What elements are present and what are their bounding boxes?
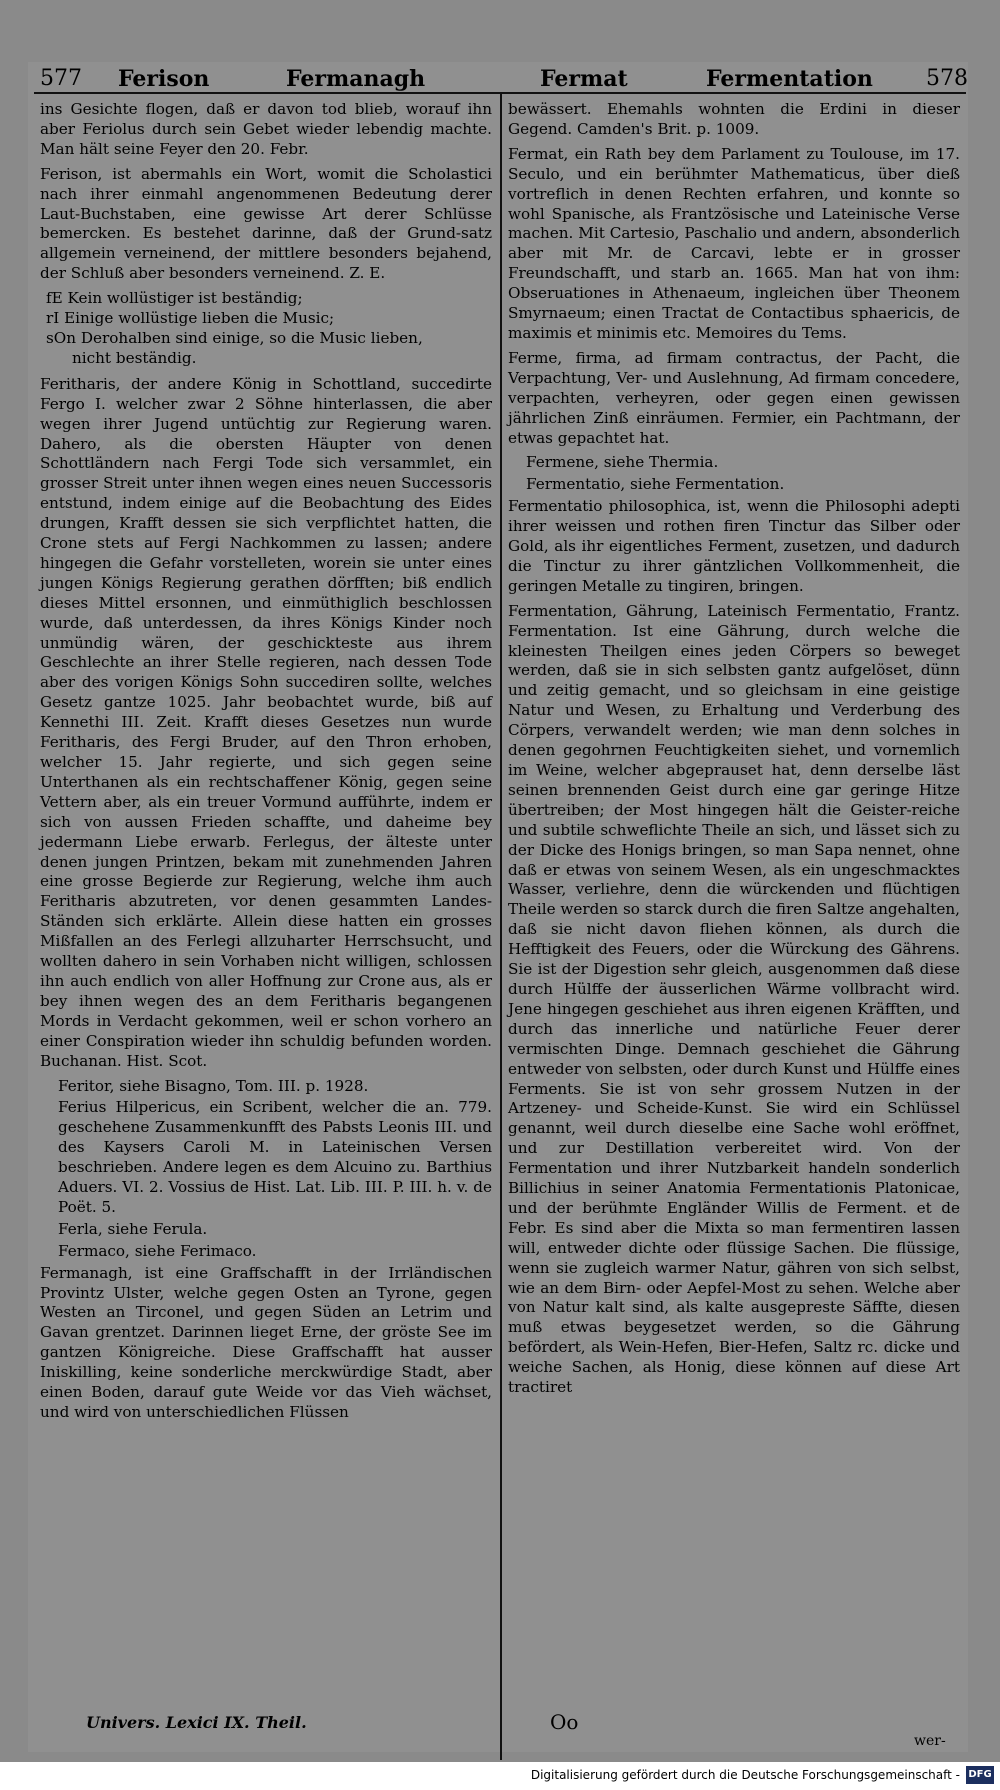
entry-fermentation: Fermentation, Gährung, Lateinisch Fermentatio, Frantz. Fermentation. Ist eine Gährung, durch welche die kleinesten Theilgen eines jeden Cörpers so beweget werden, daß sie in sich selbsten gantz aufgelöset, dünn und zeitig gemacht, und so gleichsam in eine geistige Natur und Wesen, zu Erhaltung und Verderbung des Cörpers, verwandelt werden; wie man denn solches in denen gegohrnen Feuchtigkeiten siehet, und vornemlich im Weine, welcher abgeprauset hat, denn derselbe läst seinen brennenden Geist durch eine gar geringe Hitze übertreiben; der Most hingegen hält die Geister-reiche und subtile schweflichte Theile an sich, und lässet sich zu der Dicke des Honigs bringen, so man Sapa nennet, ohne daß er etwas von seinem Wesen, als ein ungeschmacktes Wasser, verliehre, denn die würckenden und flüchtigen Theile werden so starck durch die firen Saltze angehalten, daß sie nicht davon fliehen können, als durch die Hefftigkeit des Feuers, oder die Würckung des Gährens. Sie ist der Digestion sehr gleich, ausgenommen daß diese durch Hülffe der äusserlichen Wärme vollbracht wird. Jene hingegen geschiehet aus ihren eigenen Kräfften, und durch das innerliche und natürliche Feuer derer vermischten Dinge. Demnach geschiehet die Gährung entweder von selbsten, oder durch Kunst und Hülffe eines Ferments. Sie ist von sehr grossem Nutzen in der Artzeney- und Scheide-Kunst. Sie wird ein Schlüssel genannt, weil durch dieselbe eine Sache wohl eröffnet, und zur Destillation verbereitet wird. Von der Fermentation und ihrer Nutzbarkeit handeln sonderlich Billichius in seiner Anatomia Fermentationis Platonicae, und der berühmte Engländer Willis de Ferment. et de Febr. Es sind aber die Mixta so man fermentiren lassen will, entweder dichte oder flüssige Sachen. Die flüssige, wenn sie zugleich warmer Natur, gähren von sich selbst, wie an dem Birn- oder Aepfel-Most zu sehen. Welche aber von Natur kalt sind, als kalte ausgepreste Säffte, diesen muß etwas beygesetzet werden, so die Gährung befördert, als Wein-Hefen, Bier-Hefen, Saltz rc. dicke und weiche Sachen, als Honig, diese können auf diese Art tractiret	[508, 601, 960, 1397]
syllogism-line: nicht beständig.	[72, 348, 197, 367]
funding-credit: Digitalisierung gefördert durch die Deutsche Forschungsgemeinschaft -	[530, 1768, 960, 1782]
page-number-left: 577	[40, 66, 82, 91]
entry-ferius: Ferius Hilpericus, ein Scribent, welcher die an. 779. geschehene Zusammenkunfft des Pabsts Leonis III. und des Kaysers Caroli M. in Lateinischen Versen beschrieben. Andere legen es dem Alcuino zu. Barthius Aduers. VI. 2. Vossius de Hist. Lat. Lib. III. P. III. h. v. de Poët. 5.	[58, 1098, 492, 1216]
column-divider	[500, 94, 502, 1760]
entry-fermentatio-philosophica: Fermentatio philosophica, ist, wenn die Philosophi adepti ihrer weissen und rothen firen Tinctur das Silber oder Gold, als ihr eigentliches Ferment, zusetzen, und dadurch die Tinctur zu ihrer gäntzlichen Vollkommenheit, die geringen Metalle zu tingiren, bringen.	[508, 497, 960, 595]
entry-fermene: Fermene, siehe Thermia.	[526, 453, 719, 472]
signature-mark: Oo	[550, 1710, 579, 1734]
running-head-1: Ferison	[118, 66, 210, 92]
entry-ferison: Ferison, ist abermahls ein Wort, womit die Scholastici nach ihrer einmahl angenommenen Bedeutung derer Laut-Buchstaben, eine gewisse Art derer Schlüsse bemercken. Es bestehet darinne, daß der Grund-satz allgemein verneinend, der mittlere besonders bejahend, der Schluß aber besonders verneinend. Z. E.	[40, 164, 492, 283]
entry-fermaco: Fermaco, siehe Ferimaco.	[58, 1241, 257, 1260]
entry-fermanagh: Fermanagh, ist eine Graffschafft in der Irrländischen Provintz Ulster, welche gegen Osten an Tyrone, gegen Westen an Tirconel, und gegen Süden an Letrim und Gavan grentzet. Darinnen lieget Erne, der gröste See im gantzen Königreiche. Diese Graffschafft hat ausser Iniskilling, keine sonderliche merckwürdige Stadt, aber einen Boden, darauf gute Weide vor das Vieh wächset, und wird von unterschiedlichen Flüssen	[40, 1263, 492, 1421]
syllogism-list	[46, 289, 492, 369]
right-column	[508, 100, 960, 1403]
syllogism-line: fE Kein wollüstiger ist beständig;	[46, 289, 303, 308]
entry-feritor: Feritor, siehe Bisagno, Tom. III. p. 1928.	[58, 1076, 369, 1095]
left-column	[40, 100, 492, 1428]
catchword: wer-	[914, 1733, 946, 1749]
syllogism-line: sOn Derohalben sind einige, so die Music lieben,	[46, 328, 423, 347]
running-head-4: Fermentation	[706, 66, 873, 92]
entry-fermat: Fermat, ein Rath bey dem Parlament zu Toulouse, im 17. Seculo, und ein berühmter Mathematicus, über dieß vortreflich in denen Rechten erfahren, und konnte so wohl Spanische, als Frantzösische und Lateinische Verse machen. Mit Cartesio, Paschalio und andern, absonderlich aber mit Mr. de Carcavi, lebte er in grosser Freundschafft, und starb an. 1665. Man hat von ihm: Obseruationes in Athenaeum, ingleichen über Theonem Smyrnaeum; einen Tractat de Contactibus sphaericis, de maximis et minimis etc. Memoires du Tems.	[508, 144, 960, 342]
entry-ferla: Ferla, siehe Ferula.	[58, 1219, 208, 1238]
entry-ferme: Ferme, firma, ad firmam contractus, der Pacht, die Verpachtung, Ver- und Auslehnung, Ad firmam concedere, verpachten, verheyren, oder gegen einen gewissen jährlichen Zinß einräumen. Fermier, ein Pachtmann, der etwas gepachtet hat.	[508, 348, 960, 447]
signature-title: Univers. Lexici IX. Theil.	[86, 1713, 307, 1732]
entry-feritharis: Feritharis, der andere König in Schottland, succedirte Fergo I. welcher zwar 2 Söhne hinterlassen, die aber wegen ihrer Jugend untüchtig zur Regierung waren. Dahero, als die obersten Häupter von denen Schottländern nach Fergi Tode sich versammlet, ein grosser Streit unter ihnen wegen eines neuen Successoris entstund, indem einige auf die Beobachtung des Eides drungen, Krafft dessen sie sich verpflichtet hatten, die Crone stets auf Fergi Nachkommen zu lassen; andere hingegen die Gefahr vorstelleten, worein sie unter eines jungen Königs Regierung gerathen dörfften; biß endlich dieses Mittel ersonnen, und einmüthiglich beschlossen wurde, daß unterdessen, da ihres Königs Kinder noch unmündig wären, der geschickteste aus ihrem Geschlechte an ihrer Stelle regieren, nach dessen Tode aber des vorigen Königs Sohn succediren sollte, welches Gesetz gantze 1025. Jahr beobachtet wurde, biß auf Kennethi III. Zeit. Krafft dieses Gesetzes nun wurde Feritharis, des Fergi Bruder, auf den Thron erhoben, welcher 15. Jahr regierte, und sich gegen seine Unterthanen als ein rechtschaffener König, gegen seine Vettern aber, als ein treuer Vormund aufführte, indem er sich von aussen Frieden schaffte, und daheime bey jedermann Liebe erwarb. Ferlegus, der älteste unter denen jungen Printzen, bekam mit zunehmenden Jahren eine grosse Begierde zur Regierung, welche ihm auch Feritharis abzutreten, vor denen gesammten Landes-Ständen sich erklärte. Allein diese hatten ein grosses Mißfallen an des Ferlegi allzuharter Herrschsucht, und wollten dahero in sein Vorhaben nicht willigen, schlossen ihn auch endlich von aller Hoffnung zur Crone aus, als er bey ihnen wegen des an dem Feritharis begangenen Mords in Verdacht gekommen, weil er schon vorhero an einer Conspiration wieder ihn schuldig befunden worden. Buchanan. Hist. Scot.	[40, 374, 492, 1070]
page-number-right: 578	[926, 66, 968, 91]
credit-bar	[0, 1762, 1000, 1790]
running-head-2: Fermanagh	[286, 66, 426, 92]
paragraph: bewässert. Ehemahls wohnten die Erdini in dieser Gegend. Camden's Brit. p. 1009.	[508, 100, 960, 138]
running-head-3: Fermat	[540, 66, 628, 92]
dfg-logo-icon: DFG	[966, 1766, 994, 1784]
entry-fermentatio: Fermentatio, siehe Fermentation.	[526, 475, 785, 494]
syllogism-line: rI Einige wollüstige lieben die Music;	[46, 309, 335, 328]
paragraph: ins Gesichte flogen, daß er davon tod blieb, worauf ihn aber Feriolus durch sein Gebet wieder lebendig machte. Man hält seine Feyer den 20. Febr.	[40, 100, 492, 158]
